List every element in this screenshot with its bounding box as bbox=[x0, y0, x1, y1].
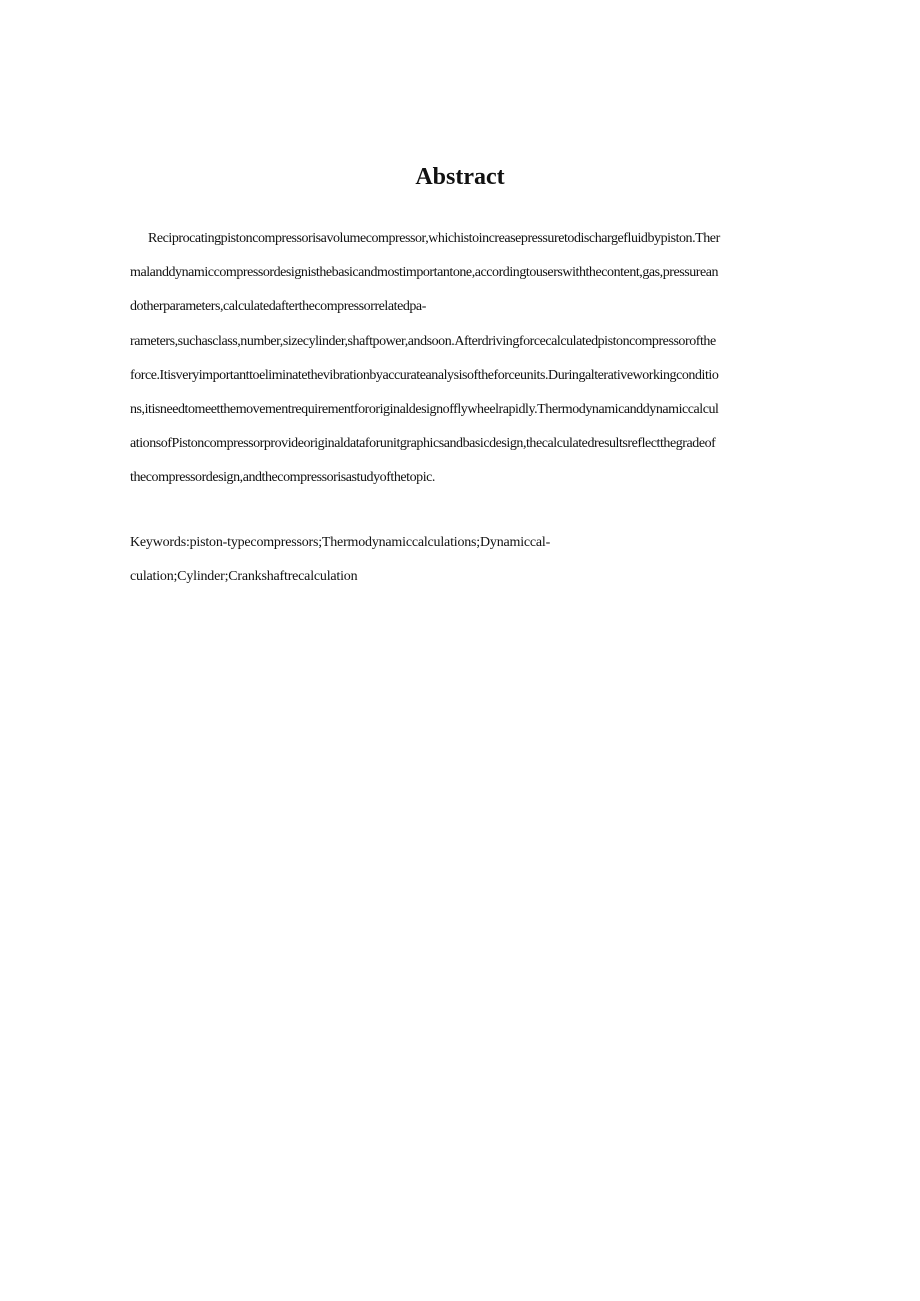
keywords-section bbox=[130, 526, 835, 594]
abstract-line: thecompressordesign,andthecompressorisastudyofthetopic. bbox=[130, 470, 435, 486]
abstract-line: rameters,suchasclass,number,sizecylinder,shaftpower,andsoon.Afterdrivingforcecalculatedpistoncompressorofthe bbox=[130, 333, 716, 349]
page-title: Abstract bbox=[415, 164, 505, 190]
abstract-paragraph bbox=[130, 222, 835, 496]
keywords-line: Keywords:piston-typecompressors;Thermodynamiccalculations;Dynamiccal- bbox=[130, 535, 551, 550]
abstract-line: force.Itisveryimportanttoeliminatethevibrationbyaccurateanalysisoftheforceunits.Duringalterativeworkingconditio bbox=[130, 367, 719, 383]
abstract-line: Reciprocatingpistoncompressorisavolumecompressor,whichistoincreasepressuretodischargefluidbypiston.Ther bbox=[148, 231, 720, 246]
abstract-line: ationsofPistoncompressorprovideoriginaldataforunitgraphicsandbasicdesign,thecalculatedresultsreflectthegradeof bbox=[130, 436, 716, 452]
abstract-line: malanddynamiccompressordesignisthebasicandmostimportantone,accordingtouserswiththecontent,gas,pressurean bbox=[130, 265, 719, 281]
abstract-line: ns,itisneedtomeetthemovementrequirementfororiginaldesignofflywheelrapidly.Thermodynamicanddynamiccalcul bbox=[130, 402, 719, 418]
abstract-line: dotherparameters,calculatedafterthecompressorrelatedpa- bbox=[130, 299, 426, 315]
keywords-line: culation;Cylinder;Crankshaftrecalculation bbox=[130, 569, 358, 584]
